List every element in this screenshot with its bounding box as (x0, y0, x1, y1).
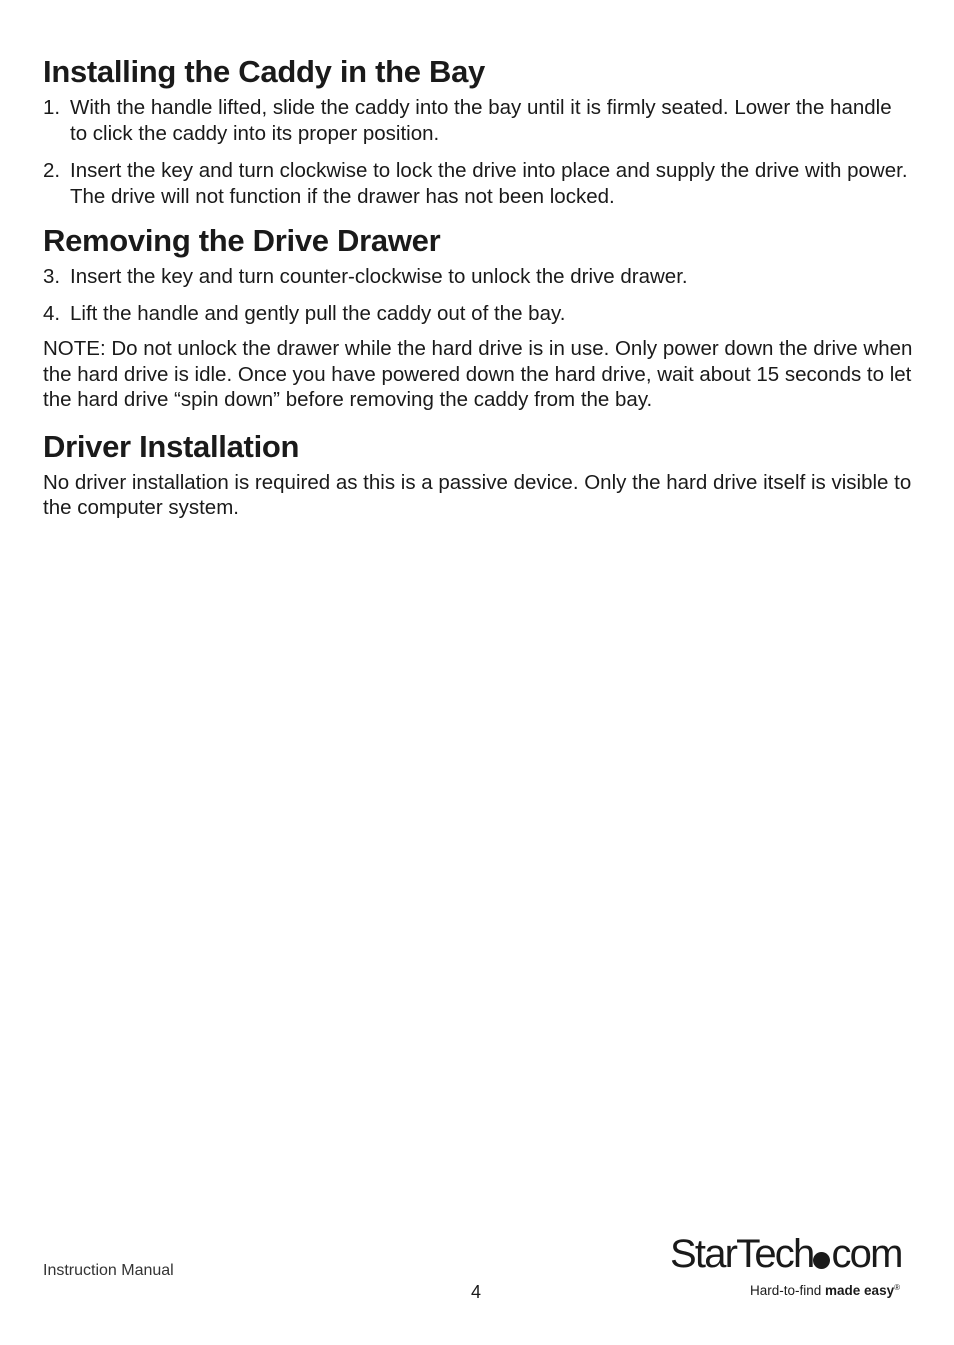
tagline-bold: made easy (825, 1283, 895, 1298)
brand-wordmark (670, 1230, 902, 1278)
section-driver-installation (43, 427, 913, 521)
step-text: Insert the key and turn clockwise to lock the drive into place and supply the drive with power. The drive will not function if the drawer has not been locked. (70, 159, 908, 208)
step-number: 3. (43, 265, 61, 288)
step-text: With the handle lifted, slide the caddy into the bay until it is firmly seated. Lower the handle to click the caddy into its proper position. (70, 96, 892, 145)
brand-logo (670, 1230, 910, 1305)
steps-list-installing (43, 95, 913, 210)
steps-list-removing (43, 264, 913, 327)
step-number: 1. (43, 96, 61, 119)
heading-installing-caddy: Installing the Caddy in the Bay (43, 54, 485, 89)
section-installing-caddy (43, 52, 913, 210)
note-paragraph: NOTE: Do not unlock the drawer while the hard drive is in use. Only power down the drive when the hard drive is idle. Once you have powered down the hard drive, wait about 15 seconds to let the hard drive “spin down” before removing the caddy from the bay. (43, 337, 913, 412)
brand-dot-icon (813, 1252, 830, 1269)
heading-driver-installation: Driver Installation (43, 428, 300, 464)
brand-wordmark-left: StarTech (670, 1232, 814, 1276)
tagline-regular: Hard-to-find (750, 1283, 826, 1298)
brand-wordmark-right: com (831, 1232, 902, 1276)
heading-removing-drawer: Removing the Drive Drawer (43, 223, 441, 258)
driver-paragraph: No driver installation is required as this is a passive device. Only the hard drive itself is visible to the computer system. (43, 470, 912, 520)
step-number: 2. (43, 159, 61, 182)
page-number: 4 (471, 1282, 482, 1302)
step-item (43, 158, 913, 210)
section-removing-drawer (43, 221, 913, 413)
step-item (43, 264, 913, 290)
step-item (43, 95, 913, 147)
step-item (43, 301, 913, 327)
registered-mark: ® (894, 1283, 900, 1292)
step-number: 4. (43, 302, 61, 325)
brand-tagline (750, 1283, 900, 1298)
step-text: Insert the key and turn counter-clockwise to unlock the drive drawer. (70, 265, 688, 288)
footer-document-label: Instruction Manual (43, 1262, 174, 1279)
page-content (43, 52, 913, 521)
step-text: Lift the handle and gently pull the caddy out of the bay. (70, 302, 566, 325)
